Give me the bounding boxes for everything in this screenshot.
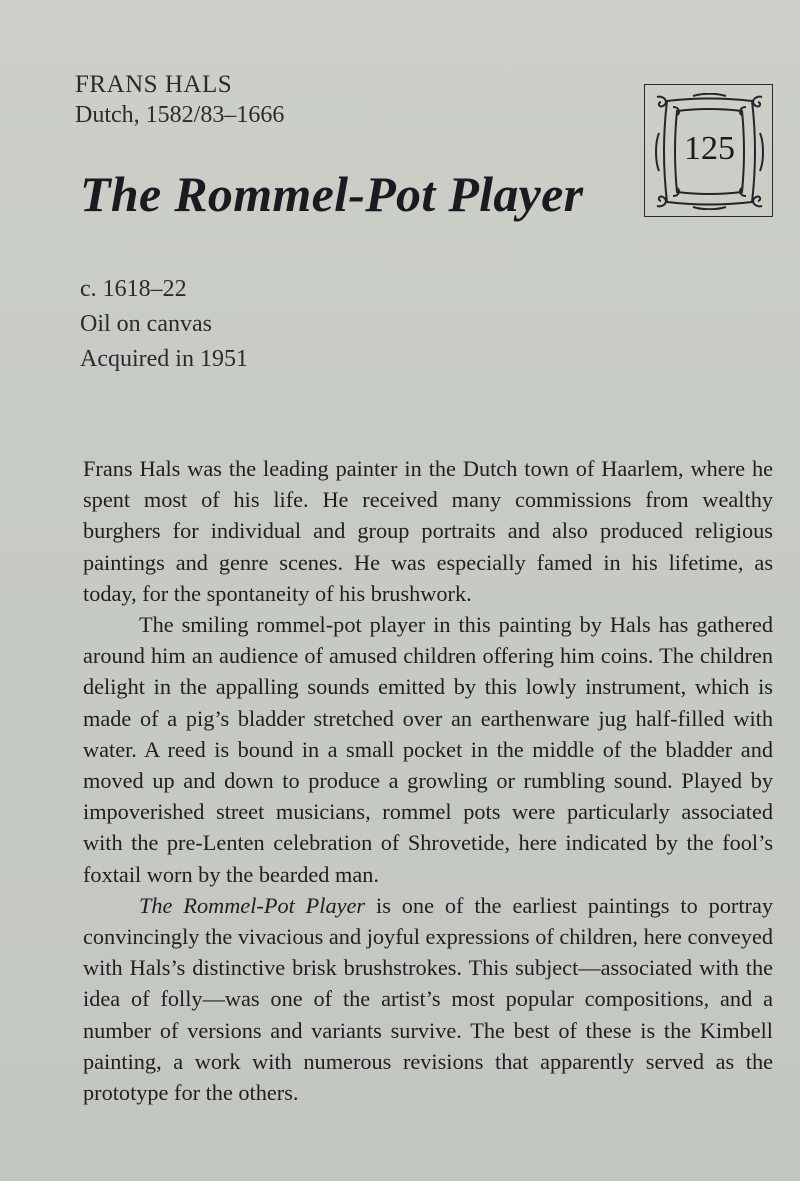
acquisition-info: Acquired in 1951: [80, 346, 248, 372]
artwork-medium: Oil on canvas: [80, 311, 212, 337]
catalog-number: 125: [684, 130, 735, 167]
catalog-number-box: [644, 84, 773, 217]
paragraph-1: Frans Hals was the leading painter in the Dutch town of Haarlem, where he spent most of his life. He received many commissions from wealthy burghers for individual and group portraits and also produced religious paintings and genre scenes. He was especially famed in his lifetime, as today, for the spontaneity of his brushwork.: [83, 456, 773, 606]
paragraph-3-text: is one of the earliest paintings to portray convincingly the vivacious and joyful expressions of children, here conveyed with Hals’s distinctive brisk brushstrokes. This subject—associated with the idea of folly—was one of the artist’s most popular compositions, and a number of versions and variants survive. The best of these is the Kimbell painting, a work with numerous revisions that apparently served as the prototype for the others.: [83, 892, 773, 1106]
artist-name: FRANS HALS: [75, 71, 233, 98]
title-reference: The Rommel-Pot Player: [139, 892, 366, 918]
paragraph-2: The smiling rommel-pot player in this painting by Hals has gathered around him an audience of amused children offering him coins. The children delight in the appalling sounds emitted by this lowly instrument, which is made of a pig’s bladder stretched over an earthenware jug half-filled with water. A reed is bound in a small pocket in the middle of the bladder and moved up and down to produce a growling or rumbling sound. Played by impoverished street musicians, rommel pots were particularly associated with the pre-Lenten celebration of Shrovetide, here indicated by the fool’s foxtail worn by the bearded man.: [83, 612, 773, 887]
artwork-title: The Rommel-Pot Player: [80, 166, 584, 222]
description-text: [83, 453, 773, 1108]
artist-dates: Dutch, 1582/83–1666: [75, 102, 285, 128]
artwork-date: c. 1618–22: [80, 276, 187, 302]
artwork-details: [80, 272, 248, 377]
artist-block: [75, 70, 284, 130]
paragraph-3: [83, 890, 773, 1108]
